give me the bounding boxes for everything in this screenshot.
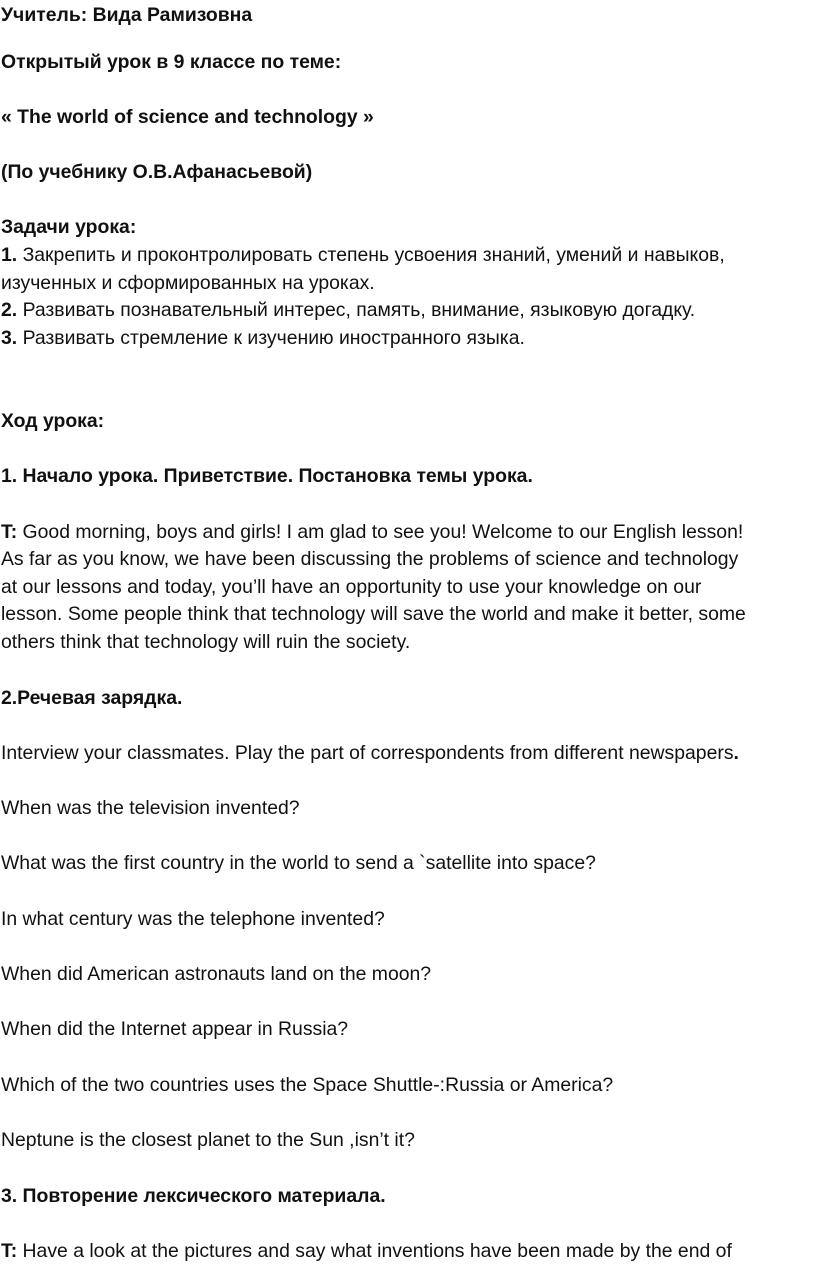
speech-text: Good morning, boys and girls! I am glad to see you! Welcome to our English lesson! <box>22 521 744 543</box>
section-1-line-5: others think that technology will ruin the society. <box>1 631 411 653</box>
section-1-line-1 <box>1 520 743 544</box>
objective-item-1 <box>1 243 725 267</box>
objective-text: Закрепить и проконтролировать степень усвоения знаний, умений и навыков, <box>22 244 725 266</box>
objective-text: Развивать стремление к изучению иностранного языка. <box>22 327 525 349</box>
section-3-heading: 3. Повторение лексического материала. <box>1 1185 386 1207</box>
question-5: When did the Internet appear in Russia? <box>1 1018 349 1040</box>
section-2-instruction <box>1 741 739 765</box>
lesson-intro: Открытый урок в 9 классе по теме: <box>1 51 342 73</box>
question-7: Neptune is the closest planet to the Sun ,isn’t it? <box>1 1129 415 1151</box>
question-4: When did American astronauts land on the moon? <box>1 963 432 985</box>
textbook-line: (По учебнику О.В.Афанасьевой) <box>1 161 313 183</box>
question-3: In what century was the telephone invented? <box>1 908 385 930</box>
instruction-period: . <box>733 742 739 764</box>
objective-item-3 <box>1 326 525 350</box>
objectives-heading: Задачи урока: <box>1 216 137 238</box>
objective-item-1-cont: изученных и сформированных на уроках. <box>1 272 375 294</box>
objective-item-2 <box>1 298 695 322</box>
lesson-heading: Ход урока: <box>1 410 105 432</box>
section-1-line-4: lesson. Some people think that technology will save the world and make it better, some <box>1 603 746 625</box>
objective-number: 3. <box>1 327 18 349</box>
section-3-line-1 <box>1 1239 732 1263</box>
objective-number: 2. <box>1 299 18 321</box>
objective-text: Развивать познавательный интерес, память, внимание, языковую догадку. <box>22 299 696 321</box>
speech-text: Have a look at the pictures and say what inventions have been made by the end of <box>22 1240 732 1262</box>
section-1-heading: 1. Начало урока. Приветствие. Постановка темы урока. <box>1 465 533 487</box>
question-6: Which of the two countries uses the Space Shuttle-:Russia or America? <box>1 1074 614 1096</box>
section-2-heading: 2.Речевая зарядка. <box>1 687 183 709</box>
section-1-line-3: at our lessons and today, you’ll have an opportunity to use your knowledge on our <box>1 576 702 598</box>
section-1-line-2: As far as you know, we have been discussing the problems of science and technology <box>1 548 739 570</box>
objective-number: 1. <box>1 244 18 266</box>
teacher-line: Учитель: Вида Рамизовна <box>1 4 253 26</box>
speaker-label: T: <box>1 1240 18 1262</box>
question-2: What was the first country in the world to send a `satellite into space? <box>1 852 596 874</box>
instruction-text: Interview your classmates. Play the part of correspondents from different newspapers <box>1 742 734 764</box>
speaker-label: T: <box>1 521 18 543</box>
question-1: When was the television invented? <box>1 797 300 819</box>
lesson-topic: « The world of science and technology » <box>1 106 374 128</box>
